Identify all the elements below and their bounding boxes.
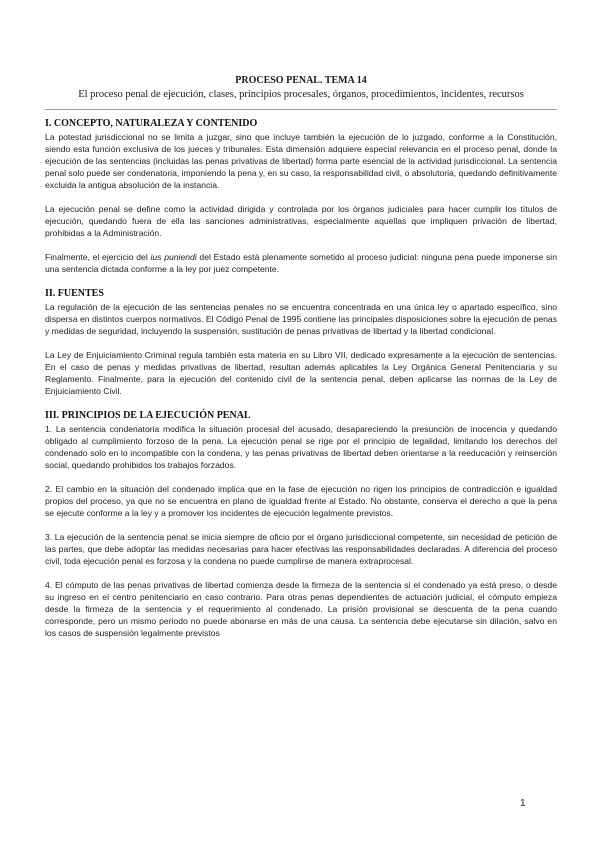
section-heading-fuentes: II. FUENTES xyxy=(45,288,104,299)
paragraph: La Ley de Enjuiciamiento Criminal regula también esta materia en su Libro VII, dedicado expresamente a la ejecución de sentencias. En el caso de penas y medidas privativas de libertad, resultan además aplicables la Ley Orgánica General Penitenciaria y su Reglamento. Finalmente, para la ejecución del contenido civil de la sentencia penal, deben aplicarse las normas de la Ley de Enjuiciamiento Civil. xyxy=(45,350,557,396)
paragraph: 3. La ejecución de la sentencia penal se inicia siempre de oficio por el órgano jurisdiccional competente, sin necesidad de petición de las partes, que debe adoptar las medidas necesarias para hacer efectivas las responsabilidades declaradas. A diferencia del proceso civil, toda ejecución penal es forzosa y la condena no puede cumplirse de manera extraprocesal. xyxy=(45,532,557,566)
document-subtitle: El proceso penal de ejecución, clases, principios procesales, órganos, procedimientos, incidentes, recursos xyxy=(78,89,524,100)
paragraph: La ejecución penal se define como la actividad dirigida y controlada por los órganos judiciales para hacer cumplir los títulos de ejecución, quedando fuera de ella las sanciones administrativas, especialmente aquellas que impliquen privación de libertad, prohibidas a la Administración. xyxy=(45,204,557,238)
paragraph-ius-puniendi xyxy=(45,251,557,275)
header-divider xyxy=(45,109,557,110)
paragraph-text: del Estado está plenamente sometido al proceso judicial: ninguna pena puede imponerse sin una sentencia dictada conforme a la ley por juez competente. xyxy=(45,252,558,274)
paragraph: 2. El cambio en la situación del condenado implica que en la fase de ejecución no rigen los principios de contradicción e igualdad propios del proceso, ya que no se encuentra en plano de igualdad frente al Estado. No obstante, conserva el derecho a que la pena se ejecute conforme a la ley y a promover los incidentes de ejecución legalmente previstos. xyxy=(45,484,557,518)
emphasis-text: ius puniendi xyxy=(150,252,197,262)
paragraph: 4. El cómputo de las penas privativas de libertad comienza desde la firmeza de la sentencia si el condenado ya está preso, o desde su ingreso en el centro penitenciario en caso contrario. Para otras penas dependientes de actuación judicial, el cómputo empieza desde la firmeza de la sentencia y el requerimiento al condenado. La prisión provisional se descuenta de la pena cuando corresponde, pero un mismo periodo no puede abonarse en más de una causa. La sentencia debe ejecutarse sin dilación, salvo en los casos de suspensión legalmente previstos xyxy=(45,580,557,638)
page-number: 1 xyxy=(520,798,526,809)
paragraph: 1. La sentencia condenatoria modifica la situación procesal del acusado, desapareciendo la presunción de inocencia y quedando obligado al cumplimiento forzoso de la pena. La ejecución penal se rige por el principio de legalidad, limitando los derechos del condenado solo en lo incompatible con la condena, y las penas privativas de libertad deben orientarse a la reeducación y reinserción social, quedando prohibidos los trabajos forzados. xyxy=(45,424,557,470)
section-heading-concepto: I. CONCEPTO, NATURALEZA Y CONTENIDO xyxy=(45,118,258,129)
page-content xyxy=(45,74,557,639)
paragraph: La potestad jurisdiccional no se limita a juzgar, sino que incluye también la ejecución de lo juzgado, conforme a la Constitución, siendo esta función exclusiva de los jueces y tribunales. Esta dimensión adquiere especial relevancia en el proceso penal, donde la ejecución de las sentencias (incluidas las penas privativas de libertad) forma parte esencial de la actividad jurisdiccional. La sentencia penal solo puede ser condenatoria, imponiendo la pena y, en su caso, la responsabilidad civil, o absolutoria, quedando definitivamente excluida la antigua absolución de la instancia. xyxy=(45,132,557,190)
document-title: PROCESO PENAL. TEMA 14 xyxy=(235,75,367,86)
section-heading-principios: III. PRINCIPIOS DE LA EJECUCIÓN PENAL xyxy=(45,410,251,421)
paragraph: La regulación de la ejecución de las sentencias penales no se encuentra concentrada en una única ley o apartado específico, sino dispersa en distintos cuerpos normativos. El Código Penal de 1995 contiene las principales disposiciones sobre la ejecución de penas y medidas de seguridad, incluyendo la suspensión, sustitución de penas privativas de libertad y la libertad condicional. xyxy=(45,302,557,336)
paragraph-text: Finalmente, el ejercicio del xyxy=(45,252,151,262)
